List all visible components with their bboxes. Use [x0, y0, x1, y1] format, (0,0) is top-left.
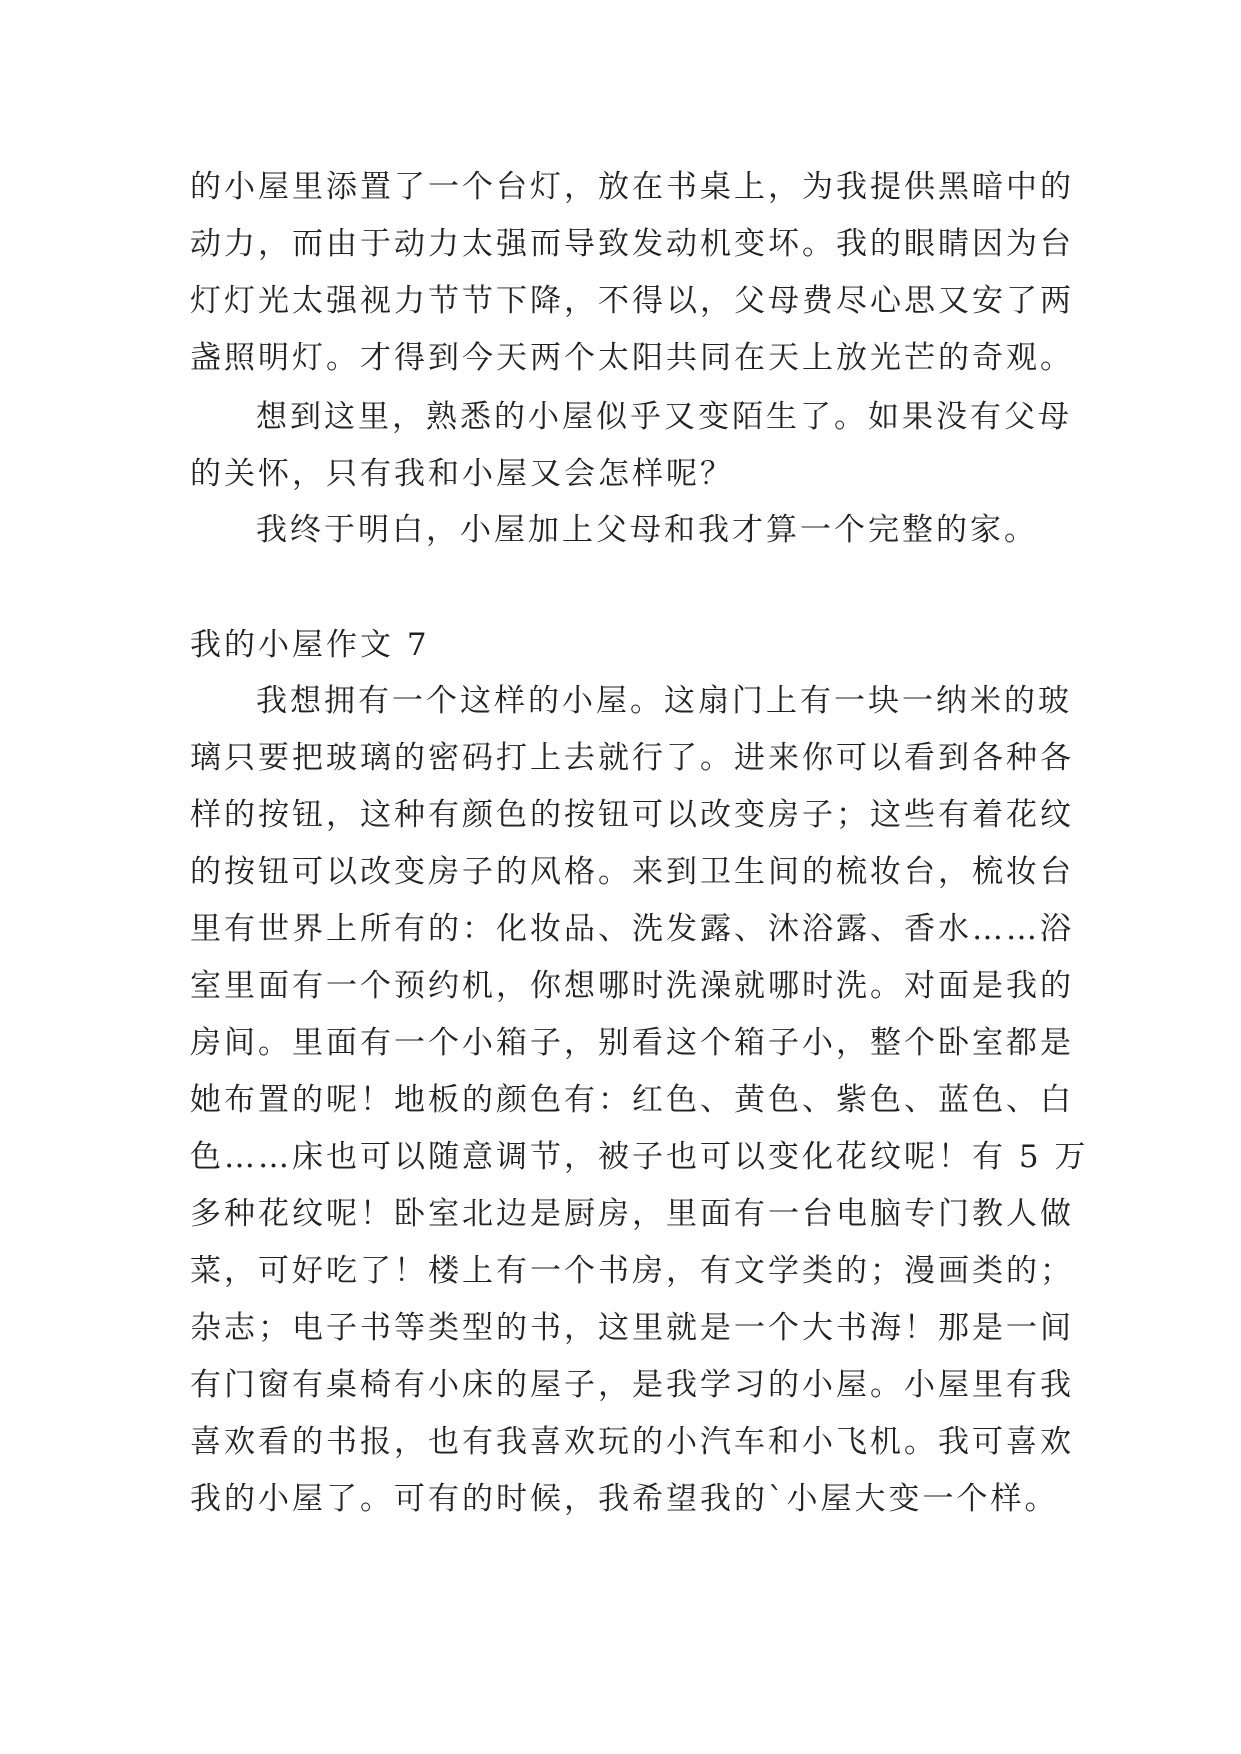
text-line: 盏照明灯。才得到今天两个太阳共同在天上放光芒的奇观。 [190, 340, 1074, 376]
text-line: 想到这里，熟悉的小屋似乎又变陌生了。如果没有父母 [256, 399, 1072, 435]
section-heading [190, 617, 1070, 674]
text-line: 多种花纹呢！卧室北边是厨房，里面有一台电脑专门教人做 [190, 1196, 1074, 1232]
paragraph-continuation [190, 159, 1074, 387]
text-line: 喜欢看的书报，也有我喜欢玩的小汽车和小飞机。我可喜欢 [190, 1424, 1074, 1460]
text-line: 我的小屋了。可有的时候，我希望我的`小屋大变一个样。 [190, 1481, 1059, 1517]
text-line: 色……床也可以随意调节，被子也可以变化花纹呢！有 5 万 [190, 1139, 1089, 1175]
text-line: 房间。里面有一个小箱子，别看这个箱子小，整个卧室都是 [190, 1025, 1074, 1061]
text-line: 璃只要把玻璃的密码打上去就行了。进来你可以看到各种各 [190, 740, 1074, 776]
text-line: 我想拥有一个这样的小屋。这扇门上有一块一纳米的玻 [256, 683, 1072, 719]
text-line: 的关怀，只有我和小屋又会怎样呢？ [190, 456, 734, 492]
text-line: 灯灯光太强视力节节下降，不得以，父母费尽心思又安了两 [190, 283, 1074, 319]
essay-paragraph [190, 673, 1089, 1528]
text-line: 动力，而由于动力太强而导致发动机变坏。我的眼睛因为台 [190, 226, 1074, 262]
paragraph-conclusion [190, 502, 1070, 559]
heading-text: 我的小屋作文 7 [190, 627, 430, 663]
text-line: 里有世界上所有的：化妆品、洗发露、沐浴露、香水……浴 [190, 911, 1074, 947]
text-line: 我终于明白，小屋加上父母和我才算一个完整的家。 [256, 512, 1038, 548]
text-line: 的按钮可以改变房子的风格。来到卫生间的梳妆台，梳妆台 [190, 854, 1074, 890]
text-line: 室里面有一个预约机，你想哪时洗澡就哪时洗。对面是我的 [190, 968, 1074, 1004]
text-line: 她布置的呢！地板的颜色有：红色、黄色、紫色、蓝色、白 [190, 1082, 1074, 1118]
paragraph-reflection [190, 389, 1070, 503]
text-line: 杂志；电子书等类型的书，这里就是一个大书海！那是一间 [190, 1310, 1074, 1346]
text-line: 菜，可好吃了！楼上有一个书房，有文学类的；漫画类的； [190, 1253, 1074, 1289]
text-line: 样的按钮，这种有颜色的按钮可以改变房子；这些有着花纹 [190, 797, 1074, 833]
text-line: 的小屋里添置了一个台灯，放在书桌上，为我提供黑暗中的 [190, 169, 1074, 205]
text-line: 有门窗有桌椅有小床的屋子，是我学习的小屋。小屋里有我 [190, 1367, 1074, 1403]
